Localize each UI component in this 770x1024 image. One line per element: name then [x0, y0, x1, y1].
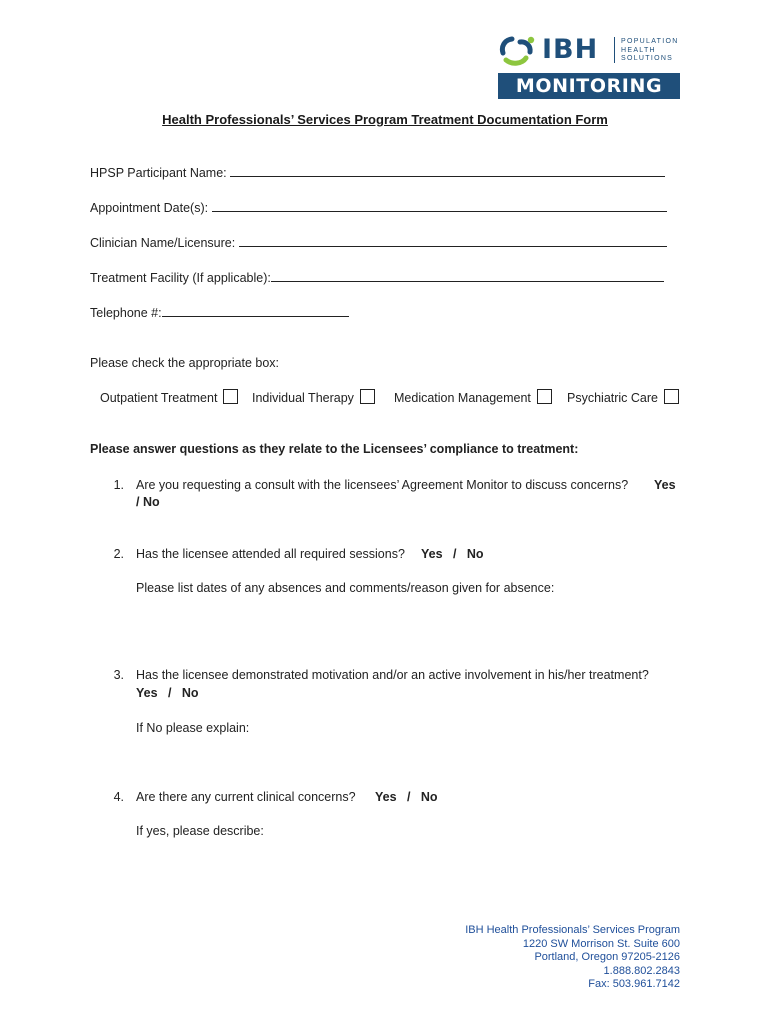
logo-tagline-line: POPULATION — [621, 38, 679, 45]
question-2-followup: Please list dates of any absences and comments/reason given for absence: — [136, 581, 555, 595]
logo-divider — [614, 37, 615, 63]
checkbox-label: Outpatient Treatment — [100, 391, 218, 405]
question-number: 1. — [113, 478, 124, 492]
question-2-text: Has the licensee attended all required sessions? — [136, 547, 405, 561]
clinician-name-input[interactable] — [239, 234, 667, 247]
field-label: Telephone #: — [90, 306, 162, 320]
field-label: HPSP Participant Name: — [90, 166, 231, 180]
question-2-yes-no[interactable]: Yes / No — [421, 547, 484, 561]
question-1-yes[interactable]: Yes — [654, 478, 676, 492]
field-label: Appointment Date(s): — [90, 201, 212, 215]
question-3-followup: If No please explain: — [136, 721, 250, 735]
clinician-name-field — [90, 234, 667, 250]
footer-line: IBH Health Professionals’ Services Program — [465, 924, 680, 936]
checkbox-box[interactable] — [537, 389, 552, 404]
checkbox-box[interactable] — [223, 389, 238, 404]
checkbox-label: Individual Therapy — [252, 391, 354, 405]
question-4-yes-no[interactable]: Yes / No — [375, 790, 438, 804]
footer-line: Portland, Oregon 97205-2126 — [534, 951, 680, 963]
ibh-monitoring-logo — [498, 33, 680, 99]
logo-tagline — [621, 38, 679, 64]
treatment-facility-field — [90, 269, 664, 285]
footer-fax: Fax: 503.961.7142 — [588, 978, 680, 990]
check-prompt: Please check the appropriate box: — [90, 356, 280, 370]
checkbox-box[interactable] — [664, 389, 679, 404]
appointment-dates-input[interactable] — [212, 199, 667, 212]
logo-tagline-line: HEALTH — [621, 46, 656, 54]
telephone-input[interactable] — [162, 304, 349, 317]
checkbox-outpatient-treatment[interactable] — [100, 389, 238, 405]
question-1-no[interactable]: / No — [136, 495, 160, 509]
appointment-dates-field — [90, 199, 667, 215]
checkbox-box[interactable] — [360, 389, 375, 404]
checkbox-psychiatric-care[interactable] — [567, 389, 679, 405]
checkbox-label: Medication Management — [394, 391, 531, 405]
question-number: 4. — [113, 790, 124, 804]
logo-wordmark: IBH — [542, 34, 599, 65]
ibh-logo-mark-icon — [498, 33, 538, 67]
question-4-followup: If yes, please describe: — [136, 824, 264, 838]
question-number: 3. — [113, 668, 124, 682]
question-4-text: Are there any current clinical concerns? — [136, 790, 356, 804]
checkbox-medication-management[interactable] — [394, 389, 552, 405]
question-number: 2. — [113, 547, 124, 561]
footer-address — [465, 924, 680, 992]
participant-name-input[interactable] — [230, 164, 665, 177]
checkbox-individual-therapy[interactable] — [252, 389, 375, 405]
form-title: Health Professionals’ Services Program Treatment Documentation Form — [162, 112, 608, 127]
checkbox-label: Psychiatric Care — [567, 391, 658, 405]
participant-name-field — [90, 164, 665, 180]
footer-phone: 1.888.802.2843 — [603, 964, 680, 977]
field-label: Clinician Name/Licensure: — [90, 236, 239, 250]
question-3-text: Has the licensee demonstrated motivation and/or an active involvement in his/her treatment? — [136, 668, 649, 682]
footer-line: 1220 SW Morrison St. Suite 600 — [522, 937, 680, 950]
treatment-facility-input[interactable] — [271, 269, 664, 282]
question-3-yes-no[interactable]: Yes / No — [136, 686, 199, 700]
field-label: Treatment Facility (If applicable): — [90, 271, 271, 285]
logo-tagline-line: SOLUTIONS — [621, 55, 674, 62]
compliance-heading: Please answer questions as they relate to the Licensees’ compliance to treatment: — [90, 442, 579, 456]
question-1-text: Are you requesting a consult with the licensees’ Agreement Monitor to discuss concerns? — [136, 478, 629, 492]
logo-monitoring-band: MONITORING — [498, 73, 680, 99]
telephone-field — [90, 304, 349, 320]
